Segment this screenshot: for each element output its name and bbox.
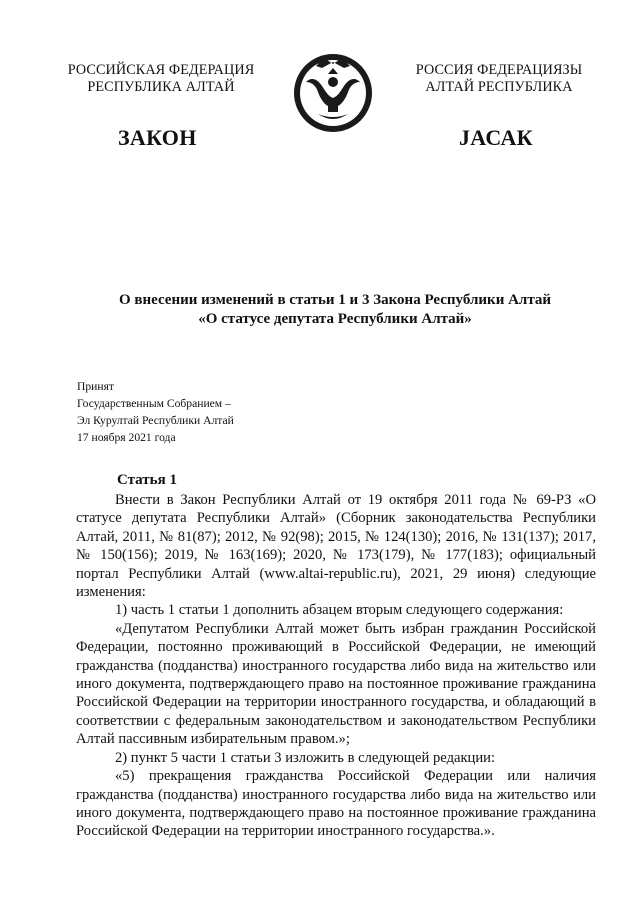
adoption-line1: Принят [77,380,114,393]
article-paragraph: «5) прекращения гражданства Российской Федерации или наличия гражданства (подданства) иностранного государства либо вида на жительство или иного документа, подтверждающего право на постоянное проживание гражданина Российской Федерации на территории иностранного государства.». [76,768,596,840]
article-paragraph: 2) пункт 5 части 1 статьи 3 изложить в следующей редакции: [115,749,496,766]
title-jasak: JАСАК [459,125,533,150]
law-title [70,291,600,329]
adoption-block [77,378,234,446]
adoption-line2: Государственным Собранием – [77,397,231,410]
header-left [46,62,276,96]
law-title-line2: «О статусе депутата Республики Алтай» [198,311,472,327]
header-right [388,62,610,96]
header-right-line1: РОССИЯ ФЕДЕРАЦИЯЗЫ [415,62,583,78]
title-zakon: ЗАКОН [118,125,197,150]
adoption-date: 17 ноября 2021 года [77,431,176,444]
article-body [76,491,596,841]
article-paragraph: 1) часть 1 статьи 1 дополнить абзацем вторым следующего содержания: [115,602,564,619]
law-title-line1: О внесении изменений в статьи 1 и 3 Закона Республики Алтай [118,292,552,308]
article-paragraph: «Депутатом Республики Алтай может быть избран гражданин Российской Федерации, постоянно проживающий в Российской Федерации, не имеющий гражданства (подданства) иностранного государства либо вида на жительство или иного документа, подтверждающего право на постоянное проживание гражданина Российской Федерации на территории иностранного государства, и обладающий в соответствии с федеральным законодательством и законодательством Республики Алтай пассивным избирательным правом.»; [76,620,596,748]
header-left-line2: РЕСПУБЛИКА АЛТАЙ [87,79,235,95]
header-left-line1: РОССИЙСКАЯ ФЕДЕРАЦИЯ [67,62,255,78]
coat-of-arms-icon [292,52,374,134]
header-right-line2: АЛТАЙ РЕСПУБЛИКА [425,79,573,95]
article-heading: Статья 1 [117,472,177,488]
article-paragraph: Внести в Закон Республики Алтай от 19 октября 2011 года № 69-РЗ «О статусе депутата Республики Алтай» (Сборник законодательства Республики Алтай, 2011, № 81(87); 2012, № 92(98); 2015, № 124(130); 2016, № 131(137); 2017, № 150(156); 2019, № 163(169); 2020, № 173(179), № 177(183); официальный портал Республики Алтай (www.altai-republic.ru), 2021, 29 июня) следующие изменения: [76,492,596,601]
adoption-line3: Эл Курултай Республики Алтай [77,414,234,427]
